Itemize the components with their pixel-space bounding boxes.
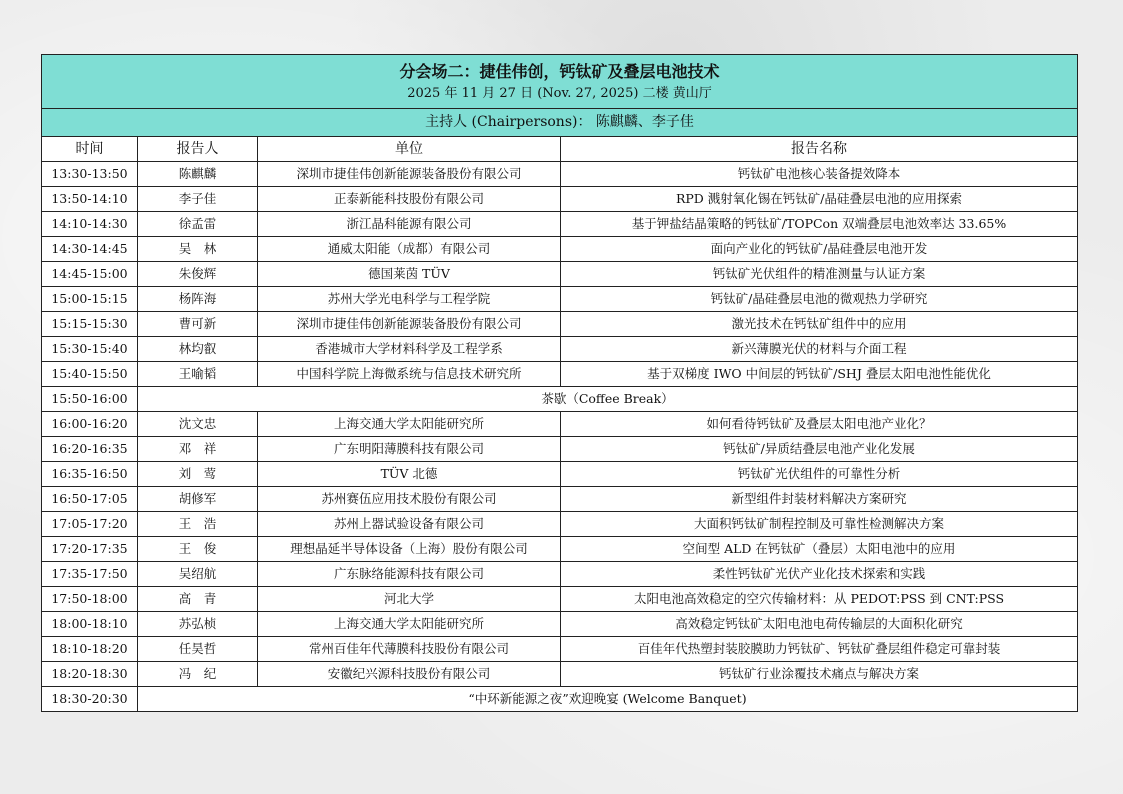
table-row — [42, 362, 1078, 387]
schedule-body — [42, 162, 1078, 712]
table-row — [42, 312, 1078, 337]
chairpersons-row — [42, 109, 1078, 137]
speaker-cell: 邓 祥 — [138, 437, 258, 462]
session-date-location: 2025 年 11 月 27 日 (Nov. 27, 2025) 二楼 黄山厅 — [407, 86, 712, 101]
topic-cell: 太阳电池高效稳定的空穴传输材料：从 PEDOT:PSS 到 CNT:PSS — [561, 587, 1078, 612]
table-row — [42, 237, 1078, 262]
topic-cell: 激光技术在钙钛矿组件中的应用 — [561, 312, 1078, 337]
organization-cell: 正泰新能科技股份有限公司 — [258, 187, 561, 212]
organization-cell: 安徽纪兴源科技股份有限公司 — [258, 662, 561, 687]
column-header-organization: 单位 — [258, 137, 561, 162]
speaker-cell: 王喻韬 — [138, 362, 258, 387]
topic-cell: 钙钛矿电池核心装备提效降本 — [561, 162, 1078, 187]
speaker-cell: 胡修军 — [138, 487, 258, 512]
table-row — [42, 512, 1078, 537]
time-cell: 16:50-17:05 — [42, 487, 138, 512]
break-cell: “中环新能源之夜”欢迎晚宴 (Welcome Banquet) — [138, 687, 1078, 712]
topic-cell: RPD 溅射氧化锡在钙钛矿/晶硅叠层电池的应用探索 — [561, 187, 1078, 212]
table-row — [42, 612, 1078, 637]
table-row — [42, 487, 1078, 512]
time-cell: 18:10-18:20 — [42, 637, 138, 662]
session-title: 分会场二：捷佳伟创，钙钛矿及叠层电池技术 — [399, 62, 720, 81]
column-header-row — [42, 137, 1078, 162]
organization-cell: 苏州上器试验设备有限公司 — [258, 512, 561, 537]
time-cell: 15:40-15:50 — [42, 362, 138, 387]
topic-cell: 新兴薄膜光伏的材料与介面工程 — [561, 337, 1078, 362]
time-cell: 15:15-15:30 — [42, 312, 138, 337]
organization-cell: 苏州大学光电科学与工程学院 — [258, 287, 561, 312]
time-cell: 18:30-20:30 — [42, 687, 138, 712]
time-cell: 16:00-16:20 — [42, 412, 138, 437]
time-cell: 14:45-15:00 — [42, 262, 138, 287]
table-row — [42, 162, 1078, 187]
topic-cell: 钙钛矿光伏组件的精准测量与认证方案 — [561, 262, 1078, 287]
topic-cell: 钙钛矿/异质结叠层电池产业化发展 — [561, 437, 1078, 462]
organization-cell: 理想晶延半导体设备（上海）股份有限公司 — [258, 537, 561, 562]
topic-cell: 钙钛矿/晶硅叠层电池的微观热力学研究 — [561, 287, 1078, 312]
topic-cell: 高效稳定钙钛矿太阳电池电荷传输层的大面积化研究 — [561, 612, 1078, 637]
column-header-topic: 报告名称 — [561, 137, 1078, 162]
speaker-cell: 沈文忠 — [138, 412, 258, 437]
organization-cell: 广东脉络能源科技有限公司 — [258, 562, 561, 587]
speaker-cell: 陈麒麟 — [138, 162, 258, 187]
table-row — [42, 662, 1078, 687]
table-row — [42, 337, 1078, 362]
time-cell: 13:30-13:50 — [42, 162, 138, 187]
table-row — [42, 537, 1078, 562]
organization-cell: 河北大学 — [258, 587, 561, 612]
session-title-row — [42, 55, 1078, 109]
table-row — [42, 212, 1078, 237]
topic-cell: 如何看待钙钛矿及叠层太阳电池产业化？ — [561, 412, 1078, 437]
topic-cell: 基于钾盐结晶策略的钙钛矿/TOPCon 双端叠层电池效率达 33.65% — [561, 212, 1078, 237]
time-cell: 18:00-18:10 — [42, 612, 138, 637]
topic-cell: 面向产业化的钙钛矿/晶硅叠层电池开发 — [561, 237, 1078, 262]
break-row — [42, 387, 1078, 412]
organization-cell: 香港城市大学材料科学及工程学系 — [258, 337, 561, 362]
time-cell: 17:50-18:00 — [42, 587, 138, 612]
speaker-cell: 高 青 — [138, 587, 258, 612]
chairpersons: 主持人 (Chairpersons)： 陈麒麟、李子佳 — [42, 109, 1078, 137]
speaker-cell: 杨阵海 — [138, 287, 258, 312]
organization-cell: 常州百佳年代薄膜科技股份有限公司 — [258, 637, 561, 662]
time-cell: 13:50-14:10 — [42, 187, 138, 212]
organization-cell: 通威太阳能（成都）有限公司 — [258, 237, 561, 262]
break-cell: 茶歇（Coffee Break） — [138, 387, 1078, 412]
speaker-cell: 曹可新 — [138, 312, 258, 337]
column-header-speaker: 报告人 — [138, 137, 258, 162]
speaker-cell: 林均叡 — [138, 337, 258, 362]
organization-cell: 广东明阳薄膜科技有限公司 — [258, 437, 561, 462]
table-row — [42, 437, 1078, 462]
time-cell: 15:50-16:00 — [42, 387, 138, 412]
break-row — [42, 687, 1078, 712]
speaker-cell: 徐孟雷 — [138, 212, 258, 237]
organization-cell: 深圳市捷佳伟创新能源装备股份有限公司 — [258, 162, 561, 187]
speaker-cell: 苏弘桢 — [138, 612, 258, 637]
time-cell: 14:30-14:45 — [42, 237, 138, 262]
time-cell: 16:35-16:50 — [42, 462, 138, 487]
table-row — [42, 637, 1078, 662]
topic-cell: 钙钛矿行业涂覆技术痛点与解决方案 — [561, 662, 1078, 687]
schedule-table — [41, 54, 1078, 712]
organization-cell: 上海交通大学太阳能研究所 — [258, 612, 561, 637]
topic-cell: 大面积钙钛矿制程控制及可靠性检测解决方案 — [561, 512, 1078, 537]
session-title-cell — [42, 55, 1078, 109]
time-cell: 15:00-15:15 — [42, 287, 138, 312]
topic-cell: 新型组件封装材料解决方案研究 — [561, 487, 1078, 512]
time-cell: 17:35-17:50 — [42, 562, 138, 587]
organization-cell: 上海交通大学太阳能研究所 — [258, 412, 561, 437]
organization-cell: 苏州赛伍应用技术股份有限公司 — [258, 487, 561, 512]
column-header-time: 时间 — [42, 137, 138, 162]
speaker-cell: 王 俊 — [138, 537, 258, 562]
table-row — [42, 287, 1078, 312]
time-cell: 14:10-14:30 — [42, 212, 138, 237]
topic-cell: 空间型 ALD 在钙钛矿（叠层）太阳电池中的应用 — [561, 537, 1078, 562]
table-row — [42, 187, 1078, 212]
speaker-cell: 吴 林 — [138, 237, 258, 262]
table-row — [42, 562, 1078, 587]
table-row — [42, 412, 1078, 437]
speaker-cell: 任昊哲 — [138, 637, 258, 662]
time-cell: 15:30-15:40 — [42, 337, 138, 362]
table-row — [42, 262, 1078, 287]
organization-cell: TÜV 北德 — [258, 462, 561, 487]
time-cell: 16:20-16:35 — [42, 437, 138, 462]
time-cell: 18:20-18:30 — [42, 662, 138, 687]
speaker-cell: 吴绍航 — [138, 562, 258, 587]
speaker-cell: 刘 莺 — [138, 462, 258, 487]
organization-cell: 浙江晶科能源有限公司 — [258, 212, 561, 237]
speaker-cell: 冯 纪 — [138, 662, 258, 687]
speaker-cell: 李子佳 — [138, 187, 258, 212]
organization-cell: 中国科学院上海微系统与信息技术研究所 — [258, 362, 561, 387]
table-row — [42, 587, 1078, 612]
topic-cell: 基于双梯度 IWO 中间层的钙钛矿/SHJ 叠层太阳电池性能优化 — [561, 362, 1078, 387]
table-row — [42, 462, 1078, 487]
time-cell: 17:20-17:35 — [42, 537, 138, 562]
topic-cell: 百佳年代热塑封装胶膜助力钙钛矿、钙钛矿叠层组件稳定可靠封装 — [561, 637, 1078, 662]
speaker-cell: 王 浩 — [138, 512, 258, 537]
topic-cell: 柔性钙钛矿光伏产业化技术探索和实践 — [561, 562, 1078, 587]
organization-cell: 德国莱茵 TÜV — [258, 262, 561, 287]
topic-cell: 钙钛矿光伏组件的可靠性分析 — [561, 462, 1078, 487]
organization-cell: 深圳市捷佳伟创新能源装备股份有限公司 — [258, 312, 561, 337]
time-cell: 17:05-17:20 — [42, 512, 138, 537]
speaker-cell: 朱俊辉 — [138, 262, 258, 287]
